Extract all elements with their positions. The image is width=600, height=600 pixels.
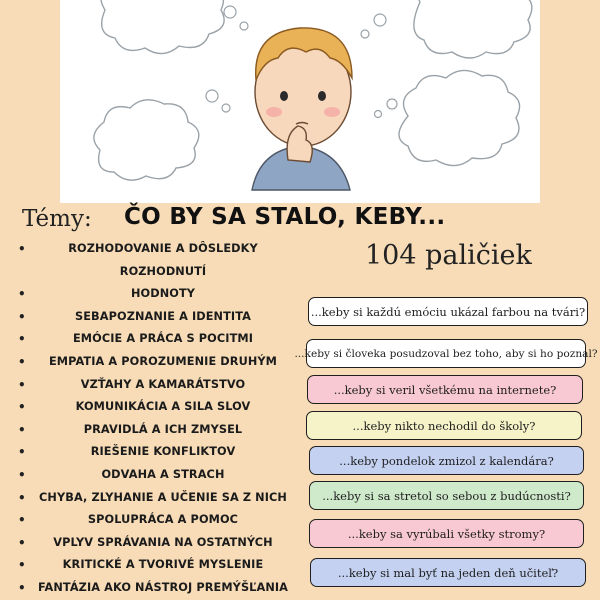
topic-item: • SEBAPOZNANIE A IDENTITA — [18, 306, 294, 329]
topic-item: • ROZHODOVANIE A DÔSLEDKY — [18, 238, 294, 261]
topic-item: • EMPATIA A POROZUMENIE DRUHÝM — [18, 351, 294, 374]
topics-list — [18, 238, 294, 600]
question-card: ...keby nikto nechodil do školy? — [306, 411, 582, 440]
topic-item: • SPOLUPRÁCA A POMOC — [18, 509, 294, 532]
boy-icon — [252, 28, 352, 190]
topic-item: ROZHODNUTÍ — [119, 264, 207, 278]
topic-item: • KOMUNIKÁCIA A SILA SLOV — [18, 396, 294, 419]
topics-label: Témy: — [22, 206, 92, 232]
topic-item: • KRITICKÉ A TVORIVÉ MYSLENIE — [18, 554, 294, 577]
question-card: ...keby pondelok zmizol z kalendára? — [309, 446, 584, 475]
topic-item: • CHYBA, ZLYHANIE A UČENIE SA Z NICH — [18, 487, 294, 510]
question-card: ...keby si mal byť na jeden deň učiteľ? — [310, 558, 586, 587]
topic-item: • HODNOTY — [18, 283, 294, 306]
question-card: ...keby si sa stretol so sebou z budúcnosti? — [309, 481, 584, 510]
topic-item: • VZŤAHY A KAMARÁTSTVO — [18, 374, 294, 397]
topic-item: • ODVAHA A STRACH — [18, 464, 294, 487]
question-card: ...keby sa vyrúbali všetky stromy? — [309, 519, 584, 548]
page-title: ČO BY SA STALO, KEBY... — [124, 204, 446, 230]
question-card: ...keby si veril všetkému na internete? — [307, 375, 583, 404]
illustration-panel — [60, 0, 540, 203]
topic-item: • RIEŠENIE KONFLIKTOV — [18, 441, 294, 464]
question-card: ...keby si každú emóciu ukázal farbou na tvári? — [308, 297, 588, 326]
question-card: ...keby si človeka posudzoval bez toho, aby si ho poznal? — [306, 339, 586, 368]
thinking-boy-illustration — [60, 0, 540, 203]
topic-item: • VPLYV SPRÁVANIA NA OSTATNÝCH — [18, 532, 294, 555]
topic-item: • PRAVIDLÁ A ICH ZMYSEL — [18, 419, 294, 442]
topic-item: • FANTÁZIA AKO NÁSTROJ PREMÝŠĽANIA — [18, 577, 294, 600]
topic-item: • EMÓCIE A PRÁCA S POCITMI — [18, 328, 294, 351]
stick-count: 104 paličiek — [365, 240, 532, 271]
